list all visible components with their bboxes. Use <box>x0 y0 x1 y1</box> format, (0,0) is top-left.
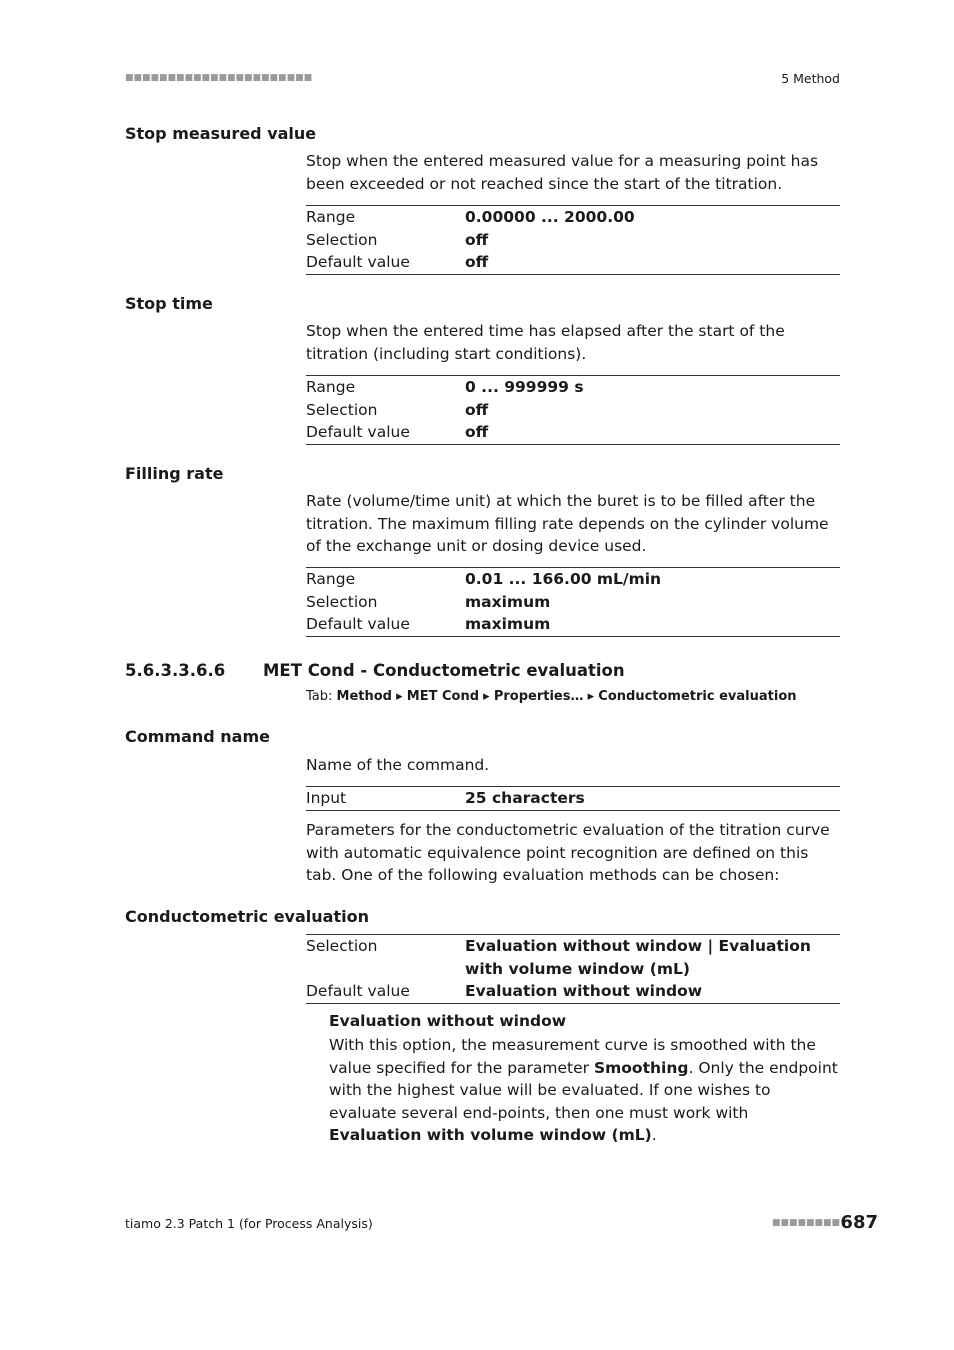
option-title: Evaluation without window <box>329 1012 567 1030</box>
table-row <box>306 251 840 274</box>
footer-dots: ■■■■■■■■ <box>772 1218 841 1228</box>
row-key: Range <box>306 570 356 588</box>
stop-measured-value-desc: Stop when the entered measured value for a measuring point has been exceeded or not reached since the start of the titration. <box>306 152 819 193</box>
row-value: maximum <box>465 615 551 633</box>
row-key: Input <box>306 789 347 807</box>
footer-product: tiamo 2.3 Patch 1 (for Process Analysis) <box>125 1216 373 1231</box>
row-value: off <box>465 400 489 419</box>
option-bold: Evaluation with volume window (mL) <box>329 1126 652 1144</box>
stop-time-table <box>306 375 840 445</box>
table-row <box>306 376 840 399</box>
row-key: Selection <box>306 230 378 249</box>
option-desc <box>329 1034 840 1147</box>
table-row <box>306 613 840 636</box>
stop-time-heading: Stop time <box>125 294 213 313</box>
page-number: 687 <box>840 1212 878 1233</box>
table-row <box>306 568 840 591</box>
table-row <box>306 399 840 422</box>
row-value: 0 ... 999999 s <box>465 378 584 396</box>
stop-measured-value-heading: Stop measured value <box>125 124 317 143</box>
row-key: Selection <box>306 400 378 419</box>
row-value: off <box>465 230 489 249</box>
row-key: Selection <box>306 937 378 955</box>
row-value: off <box>465 423 489 441</box>
command-name-desc: Name of the command. <box>306 756 490 774</box>
breadcrumb-item: Method <box>336 689 392 704</box>
table-row <box>306 787 840 810</box>
table-row <box>306 980 840 1003</box>
breadcrumb-item: Conductometric evaluation <box>598 689 797 704</box>
breadcrumb-sep: ▸ <box>392 689 407 704</box>
table-row <box>306 421 840 444</box>
row-key: Range <box>306 208 356 226</box>
table-row <box>306 935 840 980</box>
option-text: . <box>651 1126 657 1144</box>
tab-breadcrumb <box>306 689 797 704</box>
option-text: . Only the endpoint with the highest value will be evaluated. If one wishes to evaluate several end-points, then one must work with <box>329 1058 838 1122</box>
filling-rate-heading: Filling rate <box>125 464 224 483</box>
stop-measured-value-table <box>306 205 840 275</box>
cond-eval-table <box>306 934 840 1004</box>
row-value: 0.01 ... 166.00 mL/min <box>465 570 662 588</box>
chapter-label: 5 Method <box>781 71 840 86</box>
filling-rate-desc: Rate (volume/time unit) at which the buret is to be filled after the titration. The maximum filling rate depends on the cylinder volume of the exchange unit or dosing device used. <box>306 492 829 555</box>
row-value: Evaluation without window <box>465 982 703 1000</box>
row-key: Default value <box>306 615 410 633</box>
row-key: Default value <box>306 423 410 441</box>
command-name-table <box>306 786 840 811</box>
table-row <box>306 229 840 252</box>
breadcrumb-item: MET Cond <box>406 689 480 704</box>
filling-rate-table <box>306 567 840 637</box>
breadcrumb-item: Properties… <box>493 689 584 704</box>
table-row <box>306 206 840 229</box>
row-value: 0.00000 ... 2000.00 <box>465 208 635 226</box>
command-name-heading: Command name <box>125 727 270 746</box>
section-number: 5.6.3.3.6.6 <box>125 661 226 680</box>
section-title: MET Cond - Conductometric evaluation <box>263 661 625 680</box>
row-key: Default value <box>306 253 410 271</box>
breadcrumb-sep: ▸ <box>479 689 494 704</box>
cond-eval-heading: Conductometric evaluation <box>125 907 369 926</box>
row-key: Range <box>306 378 356 396</box>
row-value: 25 characters <box>465 789 585 807</box>
row-key: Default value <box>306 982 410 1000</box>
command-name-after: Parameters for the conductometric evaluation of the titration curve with automatic equivalence point recognition are defined on this tab. One of the following evaluation methods can be chosen: <box>306 821 830 884</box>
option-bold: Smoothing <box>593 1058 689 1077</box>
row-value: off <box>465 253 489 271</box>
row-value: Evaluation without window | Evaluation with volume window (mL) <box>465 937 811 978</box>
row-key: Selection <box>306 592 378 611</box>
breadcrumb-sep: ▸ <box>583 689 599 704</box>
option-text: With this option, the measurement curve is smoothed with the value specified for the parameter <box>329 1036 816 1077</box>
table-row <box>306 591 840 614</box>
header-dots: ■■■■■■■■■■■■■■■■■■■■■■ <box>125 73 313 83</box>
stop-time-desc: Stop when the entered time has elapsed after the start of the titration (including start conditions). <box>306 322 785 363</box>
tab-prefix: Tab: <box>306 689 337 704</box>
row-value: maximum <box>465 592 551 611</box>
